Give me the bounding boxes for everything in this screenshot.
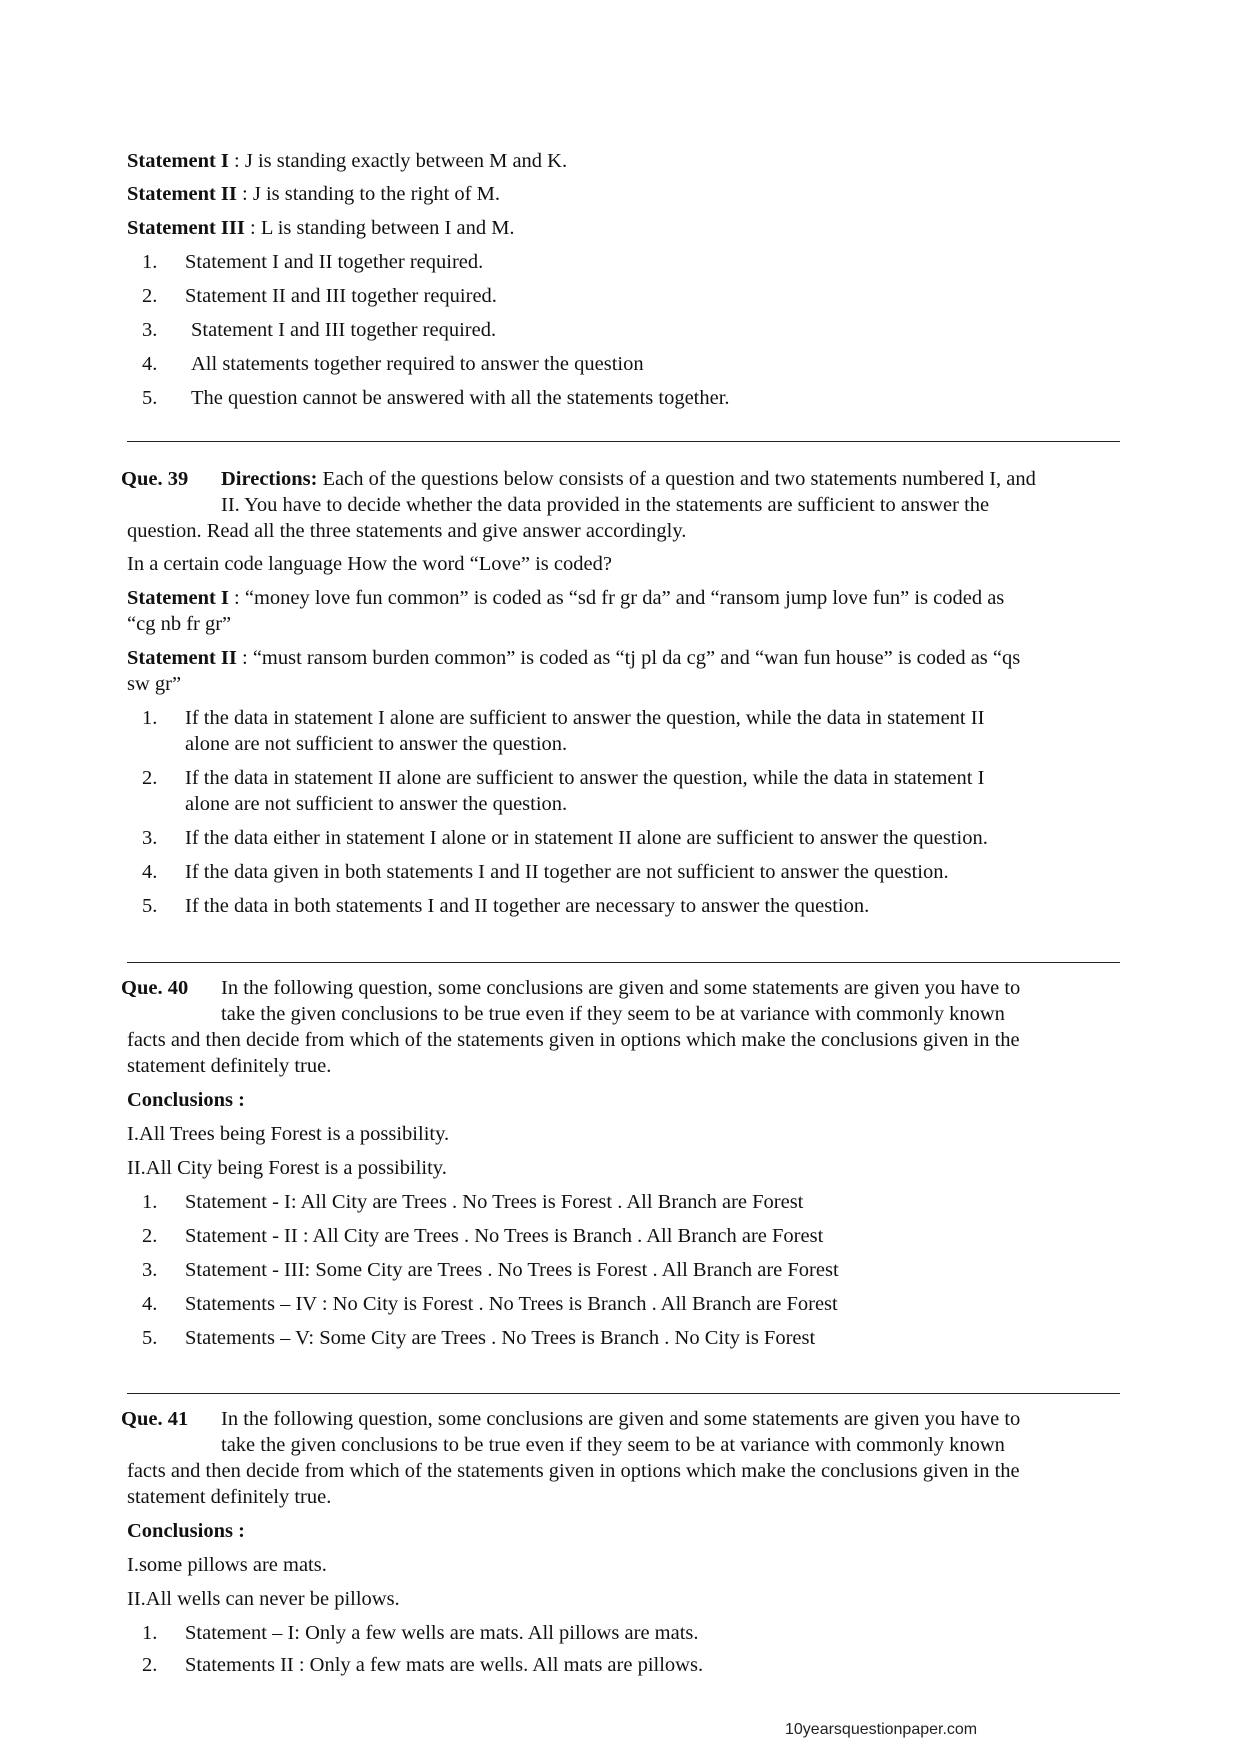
divider xyxy=(127,441,1120,442)
q41-option-1-number: 1. xyxy=(142,1622,158,1644)
q40-option-3-number: 3. xyxy=(142,1259,158,1281)
q39-option-5: If the data in both statements I and II together are necessary to answer the question. xyxy=(185,895,870,917)
q38-option-2-number: 2. xyxy=(142,285,158,307)
q39-option-5-number: 5. xyxy=(142,895,158,917)
q40-label: Que. 40 xyxy=(121,977,189,999)
footer-website: 10yearsquestionpaper.com xyxy=(785,1721,978,1738)
q41-option-2-number: 2. xyxy=(142,1654,158,1676)
q39-option-4: If the data given in both statements I and II together are not sufficient to answer the question. xyxy=(185,861,949,883)
q39-directions-line-1: Directions: Each of the questions below consists of a question and two statements numbered I, and xyxy=(221,468,1036,490)
q40-option-3: Statement - III: Some City are Trees . No Trees is Forest . All Branch are Forest xyxy=(185,1259,839,1281)
q39-statement-2-line-1: Statement II : “must ransom burden common” is coded as “tj pl da cg” and “wan fun house” is coded as “qs xyxy=(127,647,1021,669)
q40-conclusions-heading: Conclusions : xyxy=(127,1089,245,1111)
q39-statement-2-line-2: sw gr” xyxy=(127,673,182,695)
q38-option-1: Statement I and II together required. xyxy=(185,251,484,273)
q38-option-4-number: 4. xyxy=(142,353,158,375)
q40-option-1: Statement - I: All City are Trees . No Trees is Forest . All Branch are Forest xyxy=(185,1191,804,1213)
q41-option-1: Statement – I: Only a few wells are mats. All pillows are mats. xyxy=(185,1622,699,1644)
divider xyxy=(127,1393,1120,1394)
q40-option-4-number: 4. xyxy=(142,1293,158,1315)
q39-option-3: If the data either in statement I alone or in statement II alone are sufficient to answer the question. xyxy=(185,827,988,849)
q40-option-4: Statements – IV : No City is Forest . No Trees is Branch . All Branch are Forest xyxy=(185,1293,838,1315)
q39-option-3-number: 3. xyxy=(142,827,158,849)
q40-intro-line-3: facts and then decide from which of the statements given in options which make the conclusions given in the xyxy=(127,1029,1020,1051)
q39-option-2-number: 2. xyxy=(142,767,158,789)
q40-intro-line-2: take the given conclusions to be true even if they seem to be at variance with commonly known xyxy=(221,1003,1005,1025)
q38-option-3: Statement I and III together required. xyxy=(191,319,497,341)
q39-directions-line-3: question. Read all the three statements and give answer accordingly. xyxy=(127,520,687,542)
q39-option-1-line-1: If the data in statement I alone are sufficient to answer the question, while the data in statement II xyxy=(185,707,985,729)
q38-option-1-number: 1. xyxy=(142,251,158,273)
q41-intro-line-3: facts and then decide from which of the statements given in options which make the conclusions given in the xyxy=(127,1460,1020,1482)
q39-directions-line-2: II. You have to decide whether the data provided in the statements are sufficient to answer the xyxy=(221,494,990,516)
q38-option-4: All statements together required to answer the question xyxy=(191,353,644,375)
q41-intro-line-4: statement definitely true. xyxy=(127,1486,332,1508)
q41-intro-line-1: In the following question, some conclusions are given and some statements are given you have to xyxy=(221,1408,1021,1430)
q39-option-1-number: 1. xyxy=(142,707,158,729)
q39-option-1-line-2: alone are not sufficient to answer the question. xyxy=(185,733,568,755)
q40-option-1-number: 1. xyxy=(142,1191,158,1213)
q41-conclusion-2: II.All wells can never be pillows. xyxy=(127,1588,400,1610)
divider xyxy=(127,962,1120,963)
q40-option-2-number: 2. xyxy=(142,1225,158,1247)
q38-option-5-number: 5. xyxy=(142,387,158,409)
q39-label: Que. 39 xyxy=(121,468,189,490)
q39-question: In a certain code language How the word “Love” is coded? xyxy=(127,553,612,575)
q38-option-5: The question cannot be answered with all the statements together. xyxy=(191,387,730,409)
q38-statement-1: Statement I : J is standing exactly between M and K. xyxy=(127,150,568,172)
q40-option-5: Statements – V: Some City are Trees . No Trees is Branch . No City is Forest xyxy=(185,1327,816,1349)
q39-option-2-line-1: If the data in statement II alone are sufficient to answer the question, while the data in statement I xyxy=(185,767,985,789)
q39-statement-1-line-1: Statement I : “money love fun common” is coded as “sd fr gr da” and “ransom jump love fun” is coded as xyxy=(127,587,1005,609)
q40-conclusion-2: II.All City being Forest is a possibility. xyxy=(127,1157,447,1179)
q40-intro-line-4: statement definitely true. xyxy=(127,1055,332,1077)
q38-statement-3: Statement III : L is standing between I and M. xyxy=(127,217,515,239)
q40-intro-line-1: In the following question, some conclusions are given and some statements are given you have to xyxy=(221,977,1021,999)
q39-option-4-number: 4. xyxy=(142,861,158,883)
q41-conclusion-1: I.some pillows are mats. xyxy=(127,1554,327,1576)
q41-conclusions-heading: Conclusions : xyxy=(127,1520,245,1542)
q40-conclusion-1: I.All Trees being Forest is a possibility. xyxy=(127,1123,450,1145)
q38-option-2: Statement II and III together required. xyxy=(185,285,497,307)
q38-option-3-number: 3. xyxy=(142,319,158,341)
q41-option-2: Statements II : Only a few mats are wells. All mats are pillows. xyxy=(185,1654,704,1676)
q39-option-2-line-2: alone are not sufficient to answer the question. xyxy=(185,793,568,815)
q41-label: Que. 41 xyxy=(121,1408,189,1430)
q40-option-2: Statement - II : All City are Trees . No Trees is Branch . All Branch are Forest xyxy=(185,1225,824,1247)
q38-statement-2: Statement II : J is standing to the right of M. xyxy=(127,183,500,205)
q40-option-5-number: 5. xyxy=(142,1327,158,1349)
q41-intro-line-2: take the given conclusions to be true even if they seem to be at variance with commonly known xyxy=(221,1434,1005,1456)
q39-statement-1-line-2: “cg nb fr gr” xyxy=(127,613,232,635)
